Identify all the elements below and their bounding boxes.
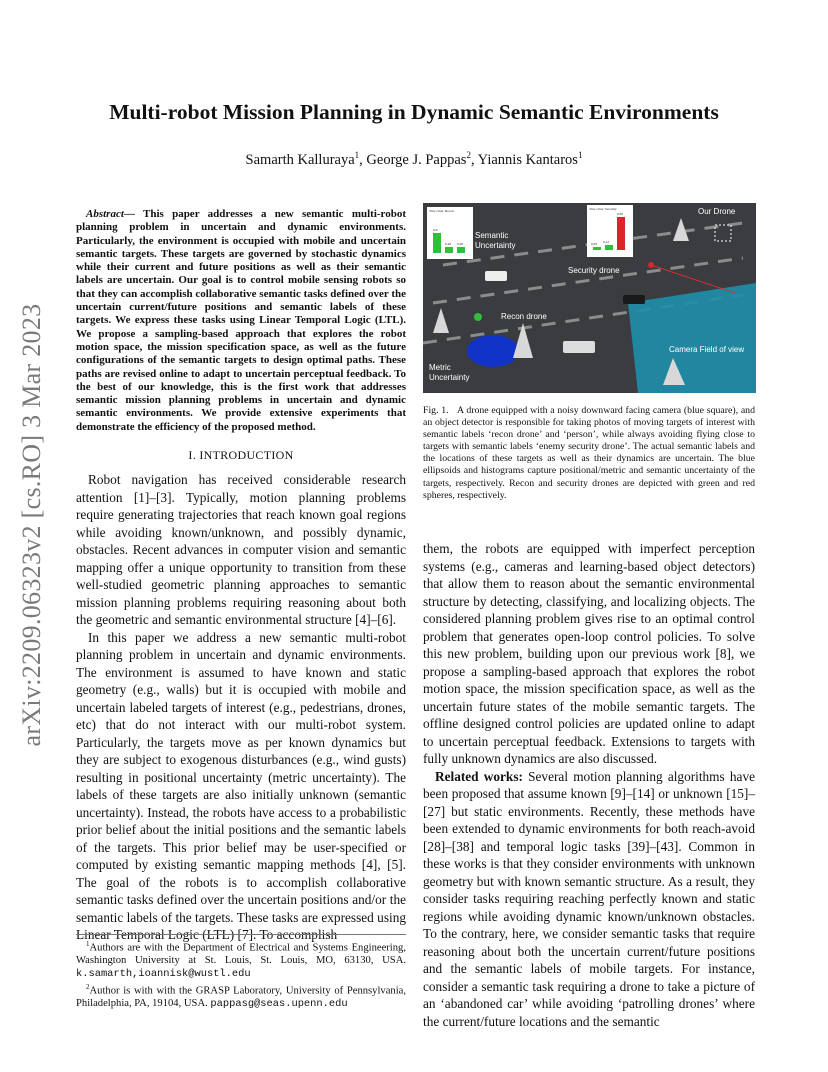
hist-right-value-2: 0.12 bbox=[603, 240, 610, 244]
related-works-text: Several motion planning algorithms have been proposed that assume known [9]–[14] or unknown [15]–[27] but static environments. Recently, these methods have been extended to dynamic environments for both reach-avoid [28]–[38] and temporal logic tasks [39]–[43]. Common in these works is that they consider environments with unknown geometry but with known semantic structure. As a result, they consider tasks requiring reaching perfectly known and static regions while avoiding dynamic known/unknown obstacles. To the contrary, here, we consider semantic tasks that require reasoning about both the uncertain current/future positions and the semantic labels of mobile targets. For instance, consider a semantic task requiring a drone to take a picture of an ‘abandoned car’ while avoiding ‘patrolling drones’ where the current/future locations and the semantic bbox=[423, 768, 756, 1029]
histogram-left bbox=[427, 207, 473, 259]
related-works-label: Related works: bbox=[435, 768, 523, 784]
arxiv-identifier-text: arXiv:2209.06323v2 [cs.RO] 3 Mar 2023 bbox=[17, 303, 46, 747]
footnotes bbox=[76, 934, 406, 1012]
footnote-1: $^1$Authors are with the Department of Electrical and Systems Engineering, Washington University at St. Louis, St. Louis, MO, 63130, USA. k.samarth,ioannisk@wustl.edu bbox=[76, 940, 406, 980]
caption-label: Fig. 1. bbox=[423, 405, 449, 416]
label-security-drone: Security drone bbox=[568, 266, 620, 275]
right-column bbox=[423, 540, 755, 1030]
figure-1-caption bbox=[423, 405, 755, 502]
footnote-2-email[interactable]: pappasg@seas.upenn.edu bbox=[210, 998, 348, 1011]
label-camera-fov: Camera Field of view bbox=[669, 345, 745, 354]
intro-paragraph-1: Robot navigation has received considerable research attention [1]–[3]. Typically, motion planning problems require generating trajectories that reach known goal regions while avoiding known/unknown, and possibly dynamic, obstacles. Recent advances in computer vision and semantic mapping offer a unique opportunity to transition from these well-studied geometric planning approaches to semantic mission planning problems requiring reasoning about both the geometric and semantic environmental structure [4]–[6]. bbox=[76, 472, 406, 628]
related-works-paragraph bbox=[423, 768, 755, 1031]
right-paragraph-1: them, the robots are equipped with imperfect perception systems (e.g., cameras and learning-based object detectors) that allow them to reason about the semantic environmental structure by detecting, classifying, and localizing objects. The considered planning problem gives rise to an optimal control problem that generates open-loop control policies. To solve this new problem, building upon our previous work [8], we propose a sampling-based approach that explores the robot motion space, the mission specification space, as well as the uncertain future states of the mobile semantic targets. The offline designed control policies are updated online to adapt to uncertain perceptual feedback. Extensions to targets with fully unknown dynamics are also discussed. bbox=[423, 541, 755, 766]
abstract-label: Abstract bbox=[86, 208, 124, 220]
hist-left-bar-1 bbox=[433, 233, 441, 253]
section-heading-introduction: I. INTRODUCTION bbox=[188, 448, 294, 463]
hist-right-value-1: 0.03 bbox=[591, 242, 598, 246]
author-3-affil: 1 bbox=[577, 150, 583, 160]
hist-left-value-1: 0.6 bbox=[433, 228, 438, 232]
hist-left-title: True class: Recon bbox=[429, 209, 454, 213]
hist-right-bar-2 bbox=[605, 245, 613, 250]
intro-paragraph-2: In this paper we address a new semantic multi-robot planning problem in uncertain and dynamic environments. The environment is assumed to have known and static geometry (e.g., walls) but it is occupied with mobile and uncertain labeled targets of interest (e.g., pedestrians, drones, etc) that do not interact with our multi-robot system. Particularly, the targets move as per known dynamics but they are subject to exogenous disturbances (e.g., wind gusts) resulting in positional uncertainty (metric uncertainty). The labels of these targets are also initially unknown (semantic uncertainty). Instead, the robots have access to a probabilistic prior belief about the initial positions and the semantic labels of the targets. This prior belief may be user-specified or computed by existing semantic mapping methods [4], [5]. The goal of the robots is to accomplish collaborative semantic tasks defined over the uncertain positions and/or the semantic labels of the targets. These tasks are expressed using Linear Temporal Logic (LTL) [7]. To accomplish bbox=[76, 629, 406, 943]
paper-title: Multi-robot Mission Planning in Dynamic Semantic Environments bbox=[109, 100, 719, 124]
histogram-right bbox=[587, 205, 633, 257]
left-column bbox=[76, 208, 406, 944]
footnote-1-email[interactable]: k.samarth,ioannisk@wustl.edu bbox=[76, 967, 251, 980]
label-our-drone: Our Drone bbox=[698, 207, 736, 216]
caption-text: A drone equipped with a noisy downward facing camera (blue square), and an object detector is responsible for taking photos of moving targets of interest with semantic labels ‘recon drone’ and ‘person’, while always avoiding flying close to targets with semantic labels ‘enemy security drone’. The actual semantic labels and the locations of these targets as well as their dynamics are uncertain. The blue ellipsoids and histograms capture positional/metric and semantic uncertainty of the targets, respectively. Recon and security drones are depicted with green and red spheres, respectively. bbox=[423, 405, 755, 501]
car-white bbox=[563, 341, 595, 353]
hist-left-bar-3 bbox=[457, 247, 465, 253]
car-near-label bbox=[485, 271, 507, 281]
author-list bbox=[60, 150, 768, 169]
author-1-affil: 1 bbox=[354, 150, 360, 160]
label-metric-uncertainty: Metric Uncertainty bbox=[429, 363, 470, 382]
arxiv-identifier bbox=[12, 285, 52, 765]
author-1: Samarth Kalluraya bbox=[245, 151, 355, 168]
recon-drone-sphere bbox=[474, 313, 482, 321]
car-dark bbox=[623, 295, 645, 304]
hist-right-bar-1 bbox=[593, 247, 601, 250]
author-2: , George J. Pappas bbox=[359, 151, 467, 168]
footnote-2: $^2$Author is with with the GRASP Laboratory, University of Pennsylvania, Philadelphia, PA, 19104, USA. pappasg@seas.upenn.edu bbox=[76, 983, 406, 1011]
hist-right-bar-3 bbox=[617, 217, 625, 250]
hist-right-value-3: 0.85 bbox=[617, 212, 624, 216]
label-semantic-uncertainty: Semantic Uncertainty bbox=[475, 231, 516, 250]
abstract-text: — This paper addresses a new semantic multi-robot planning problem in uncertain and dynamic environments. Particularly, the environment is occupied with mobile and uncertain semantic targets. These targets are governed by stochastic dynamics while their current and future positions as well as their semantic labels are uncertain. Our goal is to control mobile sensing robots so that they can accomplish collaborative semantic tasks defined over the uncertain current/future positions and semantic labels of these targets. We express these tasks using Linear Temporal Logic (LTL). We propose a sampling-based approach that explores the robot motion space, the mission specification space, as well as the future configurations of the semantic targets to design optimal paths. These paths are revised online to adapt to uncertain perceptual feedback. To the best of our knowledge, this is the first work that addresses semantic mission planning problems in uncertain and dynamic semantic environments. We provide extensive experiments that demonstrate the efficiency of the proposed method. bbox=[76, 208, 406, 433]
hist-left-value-3: 0.20 bbox=[457, 242, 464, 246]
hist-left-bar-2 bbox=[445, 247, 453, 253]
label-recon-drone: Recon drone bbox=[501, 312, 547, 321]
author-3: , Yiannis Kantaros bbox=[470, 151, 578, 168]
abstract bbox=[76, 208, 406, 434]
hist-left-value-2: 0.20 bbox=[445, 242, 452, 246]
figure-1-simulation-image bbox=[423, 203, 756, 393]
hist-right-title: True class: Security bbox=[589, 207, 617, 211]
author-2-affil: 2 bbox=[466, 150, 471, 160]
